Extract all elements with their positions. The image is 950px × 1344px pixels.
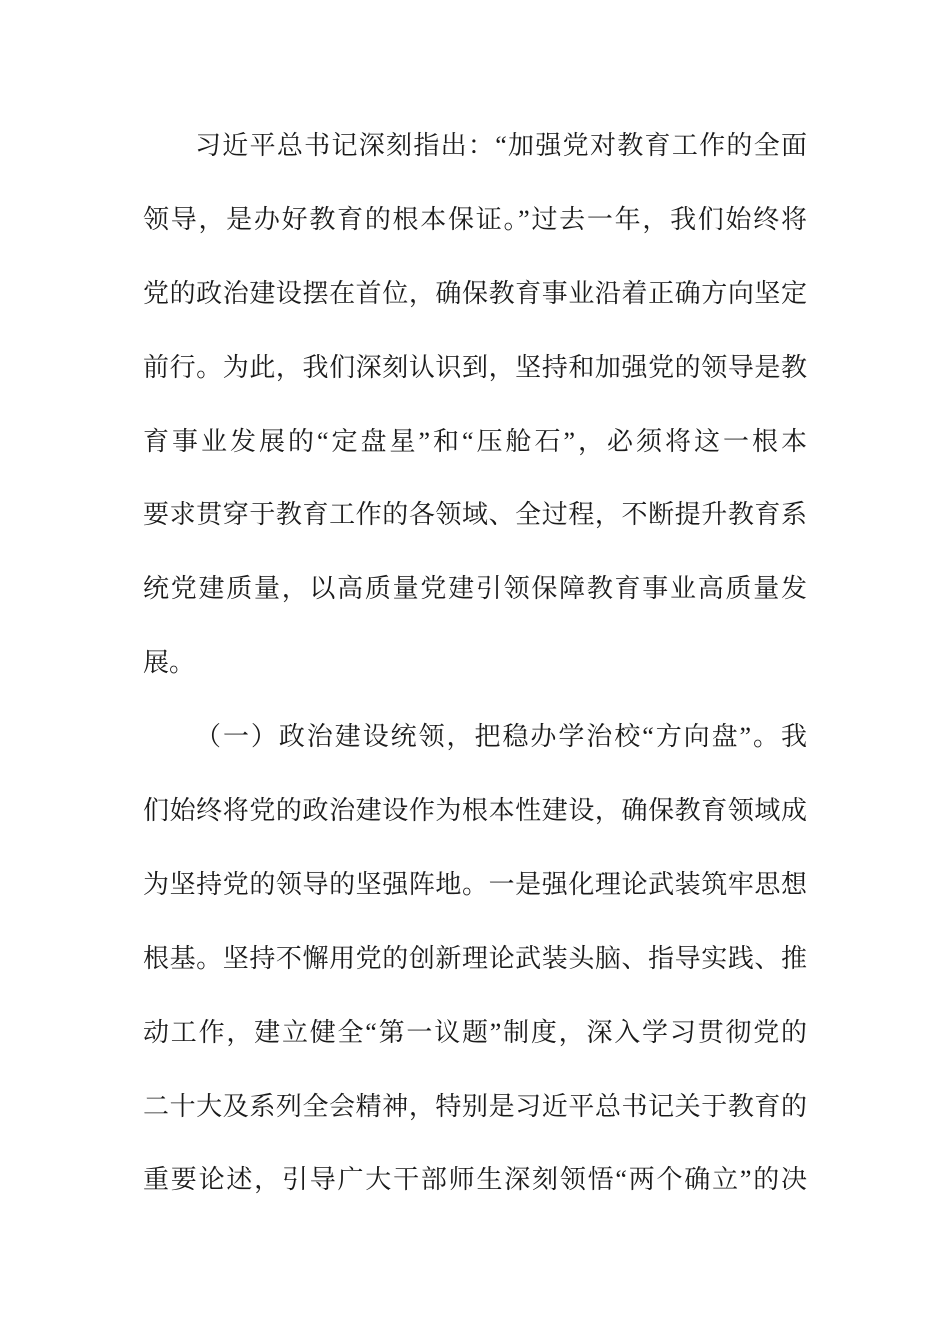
text-line: 根基。坚持不懈用党的创新理论武装头脑、指导实践、推 <box>143 943 807 973</box>
text-line: 为坚持党的领导的坚强阵地。一是强化理论武装筑牢思想 <box>143 869 807 899</box>
text-line: 党的政治建设摆在首位，确保教育事业沿着正确方向坚定 <box>143 278 807 308</box>
text-line: 习近平总书记深刻指出：“加强党对教育工作的全面 <box>195 131 807 160</box>
text-line: 展。 <box>143 648 196 678</box>
text-line: 育事业发展的“定盘星”和“压舱石”，必须将这一根本 <box>143 426 807 456</box>
text-line: 统党建质量，以高质量党建引领保障教育事业高质量发 <box>143 574 807 604</box>
text-line: 重要论述，引导广大干部师生深刻领悟“两个确立”的决 <box>143 1165 807 1195</box>
text-line: 前行。为此，我们深刻认识到，坚持和加强党的领导是教 <box>143 352 807 382</box>
document-text-block <box>143 109 807 1217</box>
text-line: 要求贯穿于教育工作的各领域、全过程，不断提升教育系 <box>143 500 807 530</box>
text-line: 二十大及系列全会精神，特别是习近平总书记关于教育的 <box>143 1091 807 1121</box>
text-line: 领导，是办好教育的根本保证。”过去一年，我们始终将 <box>143 204 807 234</box>
text-line: 们始终将党的政治建设作为根本性建设，确保教育领域成 <box>143 796 807 826</box>
text-line: （一）政治建设统领，把稳办学治校“方向盘”。我 <box>195 722 807 752</box>
text-line: 动工作，建立健全“第一议题”制度，深入学习贯彻党的 <box>143 1017 807 1047</box>
